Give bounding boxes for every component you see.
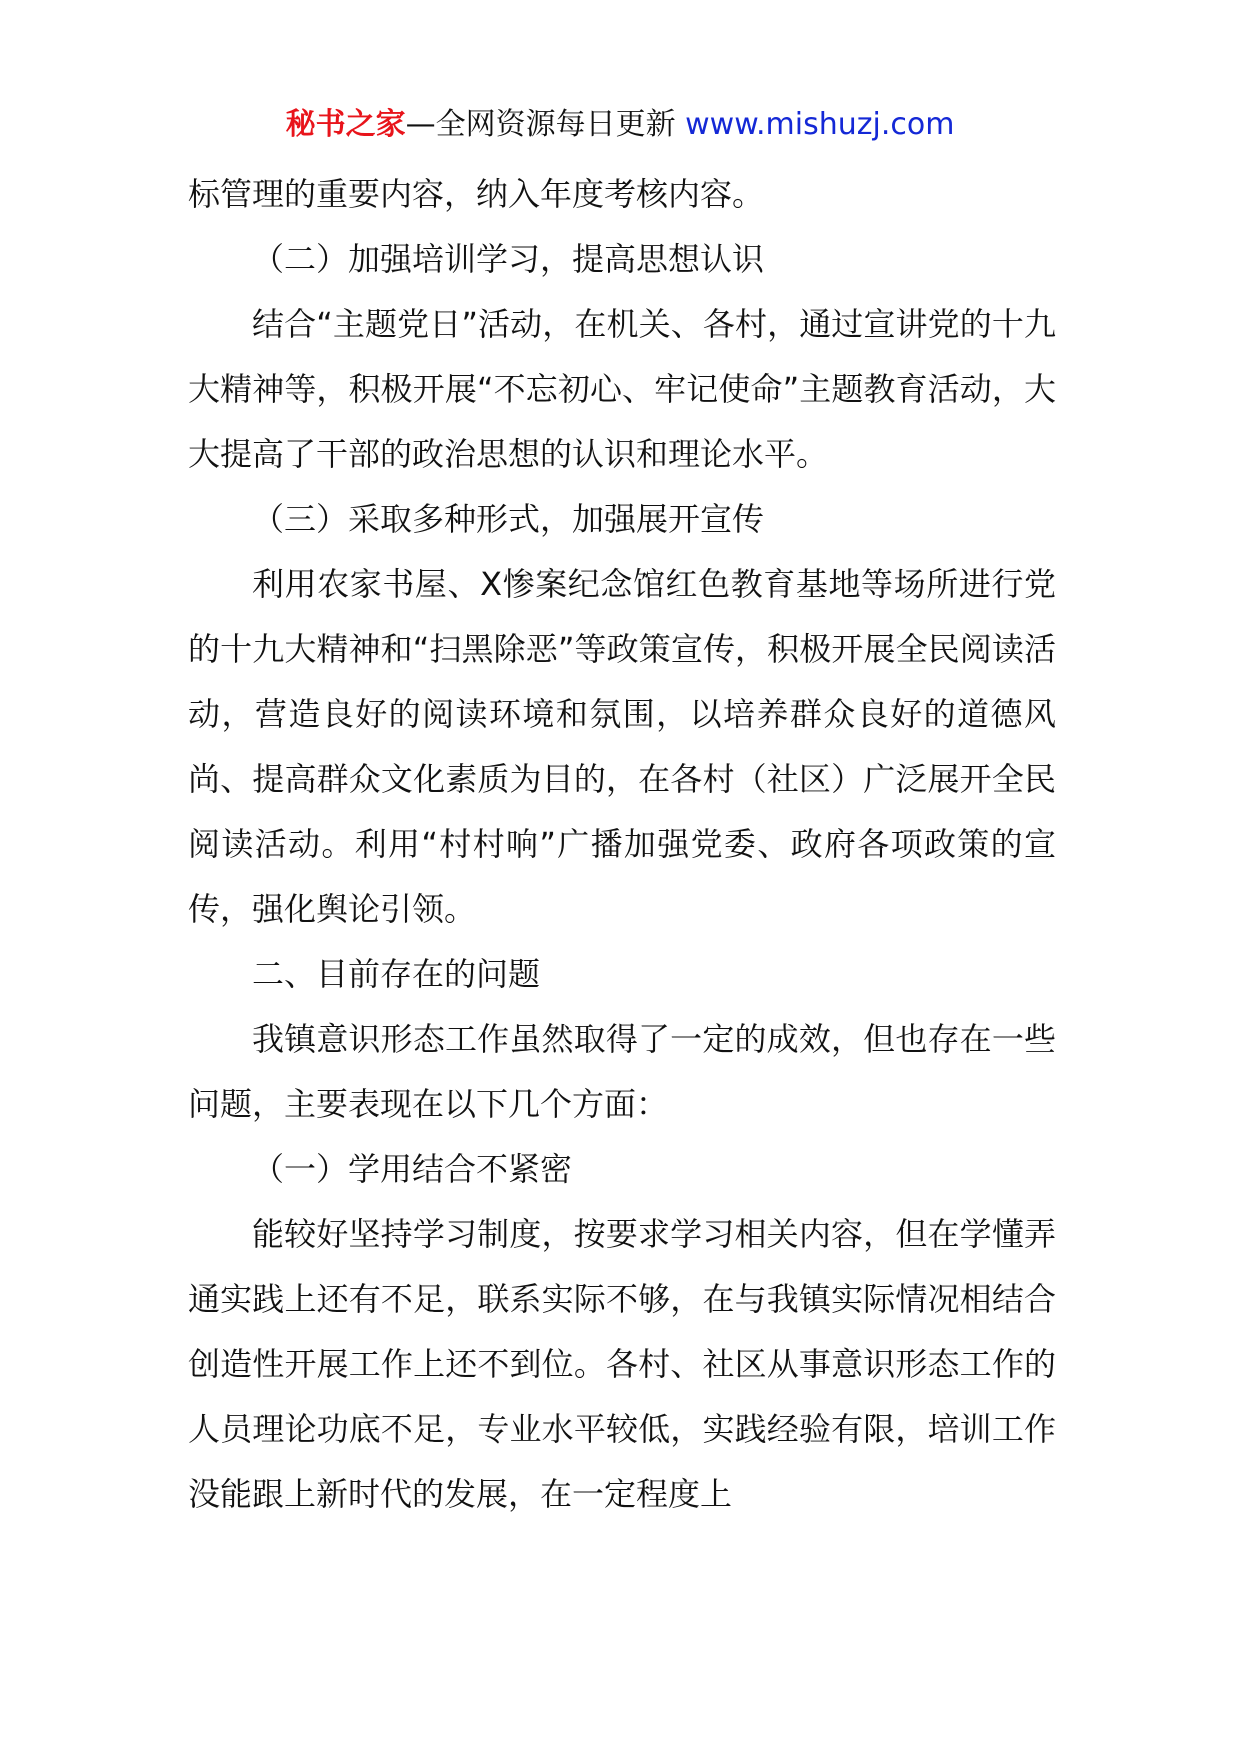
paragraph: 标管理的重要内容，纳入年度考核内容。 <box>188 175 765 213</box>
section-heading: （二）加强培训学习，提高思想认识 <box>252 240 765 278</box>
section-heading: （一）学用结合不紧密 <box>252 1150 573 1188</box>
brand-name: 秘书之家 <box>285 107 406 142</box>
section-heading: （三）采取多种形式，加强展开宣传 <box>252 500 765 538</box>
document-body <box>188 162 1056 1527</box>
paragraph: 利用农家书屋、X惨案纪念馆红色教育基地等场所进行党的十九大精神和“扫黑除恶”等政策宣传，积极开展全民阅读活动，营造良好的阅读环境和氛围，以培养群众良好的道德风尚、提高群众文化素质为目的，在各村（社区）广泛展开全民阅读活动。利用“村村响”广播加强党委、政府各项政策的宣传，强化舆论引领。 <box>188 565 1056 928</box>
paragraph: 我镇意识形态工作虽然取得了一定的成效，但也存在一些问题，主要表现在以下几个方面： <box>188 1020 1056 1123</box>
website-url[interactable]: www.mishuzj.com <box>685 107 955 142</box>
page-header <box>0 100 1240 150</box>
paragraph: 结合“主题党日”活动，在机关、各村，通过宣讲党的十九大精神等，积极开展“不忘初心、牢记使命”主题教育活动，大大提高了干部的政治思想的认识和理论水平。 <box>188 305 1056 473</box>
paragraph: 能较好坚持学习制度，按要求学习相关内容，但在学懂弄通实践上还有不足，联系实际不够，在与我镇实际情况相结合创造性开展工作上还不到位。各村、社区从事意识形态工作的人员理论功底不足，专业水平较低，实践经验有限，培训工作没能跟上新时代的发展，在一定程度上 <box>188 1215 1056 1513</box>
header-slogan: —全网资源每日更新 <box>405 107 686 142</box>
section-heading: 二、目前存在的问题 <box>252 955 541 993</box>
